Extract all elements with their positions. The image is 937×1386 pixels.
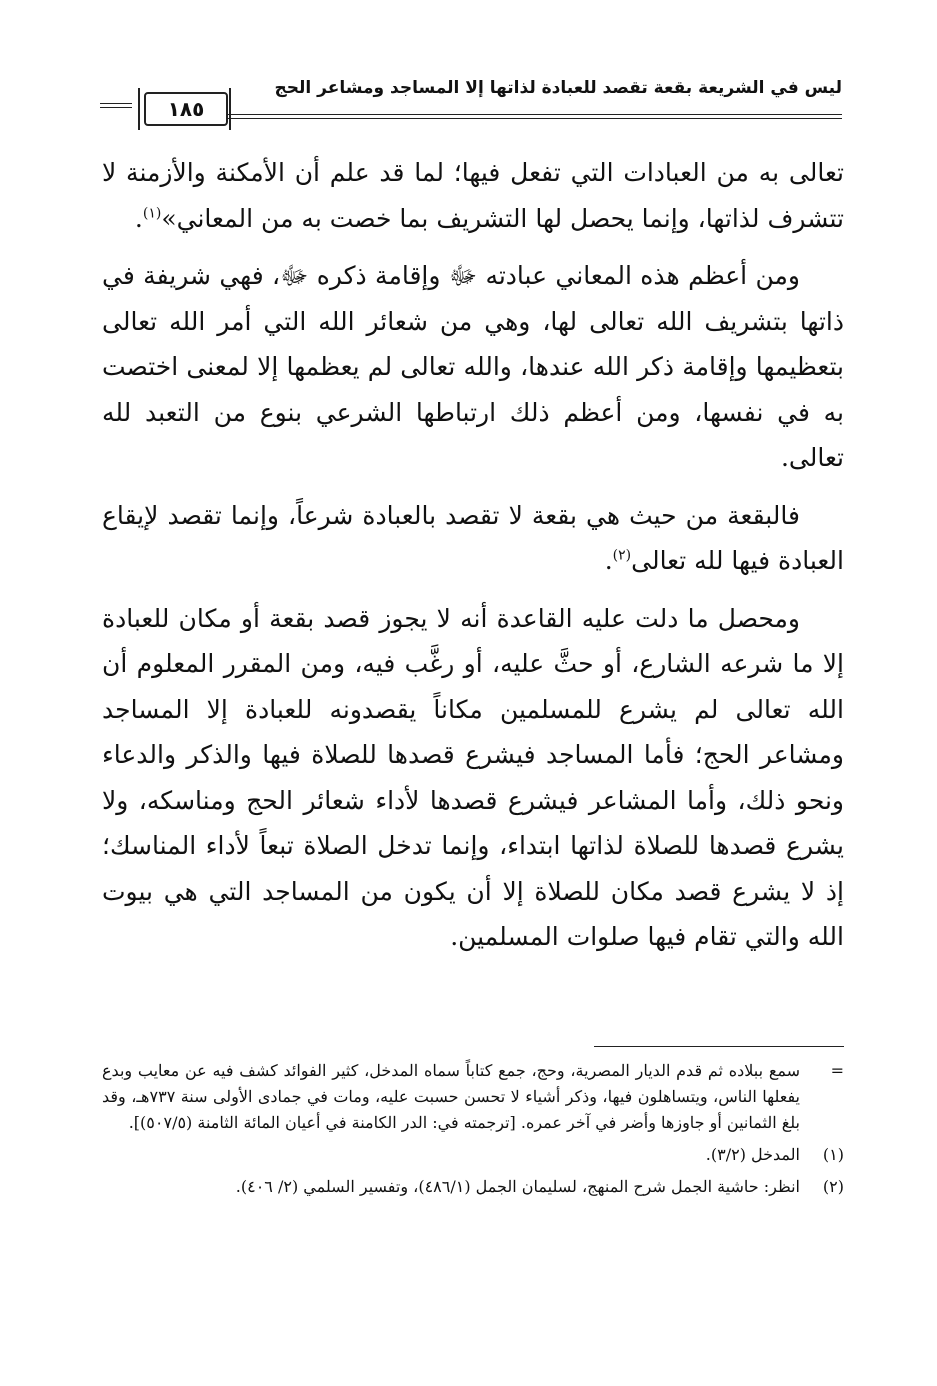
header-rule xyxy=(228,114,842,119)
main-text xyxy=(102,150,844,972)
footnote-ref-2: (٢) xyxy=(612,547,632,564)
footnotes xyxy=(102,1058,844,1206)
footnote-ref-1: (١) xyxy=(142,205,162,222)
paragraph-1-text: تعالى به من العبادات التي تفعل فيها؛ لما قد علم أن الأمكنة والأزمنة لا تتشرف لذاتها، وإنما يحصل لها التشريف بما خصت به من المعاني» xyxy=(102,158,844,233)
paragraph-1 xyxy=(102,150,844,241)
footnote-continuation xyxy=(102,1058,844,1136)
footnote-continuation-text: سمع ببلاده ثم قدم الديار المصرية، وحج، جمع كتاباً سماه المدخل، كثير الفوائد كشف فيه عن معايب وبدع يفعلها الناس، ويتساهلون فيها، وذكر أشياء لا تحسن حسبت عليه، ومات في جمادى الأولى سنة ٧٣٧هـ، وقد بلغ الثمانين أو جاوزها وأضر في آخر عمره. [ترجمته في: الدر الكامنة في أعيان المائة الثامنة (٥٠٧/٥)]. xyxy=(102,1061,801,1132)
paragraph-2: ومن أعظم هذه المعاني عبادته ﷻ وإقامة ذكره ﷻ، فهي شريفة في ذاتها بتشريف الله تعالى لها، وهي من شعائر الله التي أمر الله تعالى بتعظيمها وإقامة ذكر الله عندها، والله تعالى لم يعظمها إلا لمعنى اختصت به في نفسها، ومن أعظم ذلك ارتباطها الشرعي بنوع من التعبد لله تعالى. xyxy=(102,261,844,472)
footnote-1 xyxy=(102,1142,844,1168)
paragraph-3 xyxy=(102,493,844,584)
paragraph-3-text: فالبقعة من حيث هي بقعة لا تقصد بالعبادة شرعاً، وإنما تقصد لإيقاع العبادة فيها لله تعالى xyxy=(102,500,844,575)
footnote-continuation-mark: = xyxy=(830,1061,844,1080)
footnote-2 xyxy=(102,1174,844,1200)
running-title: ليس في الشريعة بقعة تقصد للعبادة لذاتها إلا المساجد ومشاعر الحج xyxy=(274,78,842,98)
header-rule-left xyxy=(100,103,132,108)
footnote-1-mark: (١) xyxy=(822,1145,844,1164)
paragraph-1-period: . xyxy=(134,203,143,233)
paragraph-3-period: . xyxy=(604,546,613,575)
footnote-separator xyxy=(594,1046,844,1047)
page-number: ١٨٥ xyxy=(144,92,228,126)
footnote-1-text: المدخل (٣/٢). xyxy=(705,1145,800,1164)
paragraph-4: ومحصل ما دلت عليه القاعدة أنه لا يجوز قصد بقعة أو مكان للعبادة إلا ما شرعه الشارع، أو حثَّ عليه، أو رغَّب فيه، ومن المقرر المعلوم أن الله تعالى لم يشرع للمسلمين مكاناً يقصدونه للعبادة إلا المساجد ومشاعر الحج؛ فأما المساجد فيشرع قصدها للصلاة فيها والذكر والدعاء ونحو ذلك، وأما المشاعر فيشرع قصدها لأداء شعائر الحج ومناسكه، ولا يشرع قصدها للصلاة لذاتها ابتداء، وإنما تدخل الصلاة تبعاً لأداء المناسك؛ إذ لا يشرع قصد مكان للصلاة إلا أن يكون من المساجد التي هي بيوت الله والتي تقام فيها صلوات المسلمين. xyxy=(102,603,844,951)
page-header xyxy=(100,70,842,130)
footnote-2-mark: (٢) xyxy=(822,1177,844,1196)
footnote-2-text: انظر: حاشية الجمل شرح المنهج، لسليمان الجمل (٤٨٦/١)، وتفسير السلمي (٢/ ٤٠٦). xyxy=(235,1177,800,1196)
